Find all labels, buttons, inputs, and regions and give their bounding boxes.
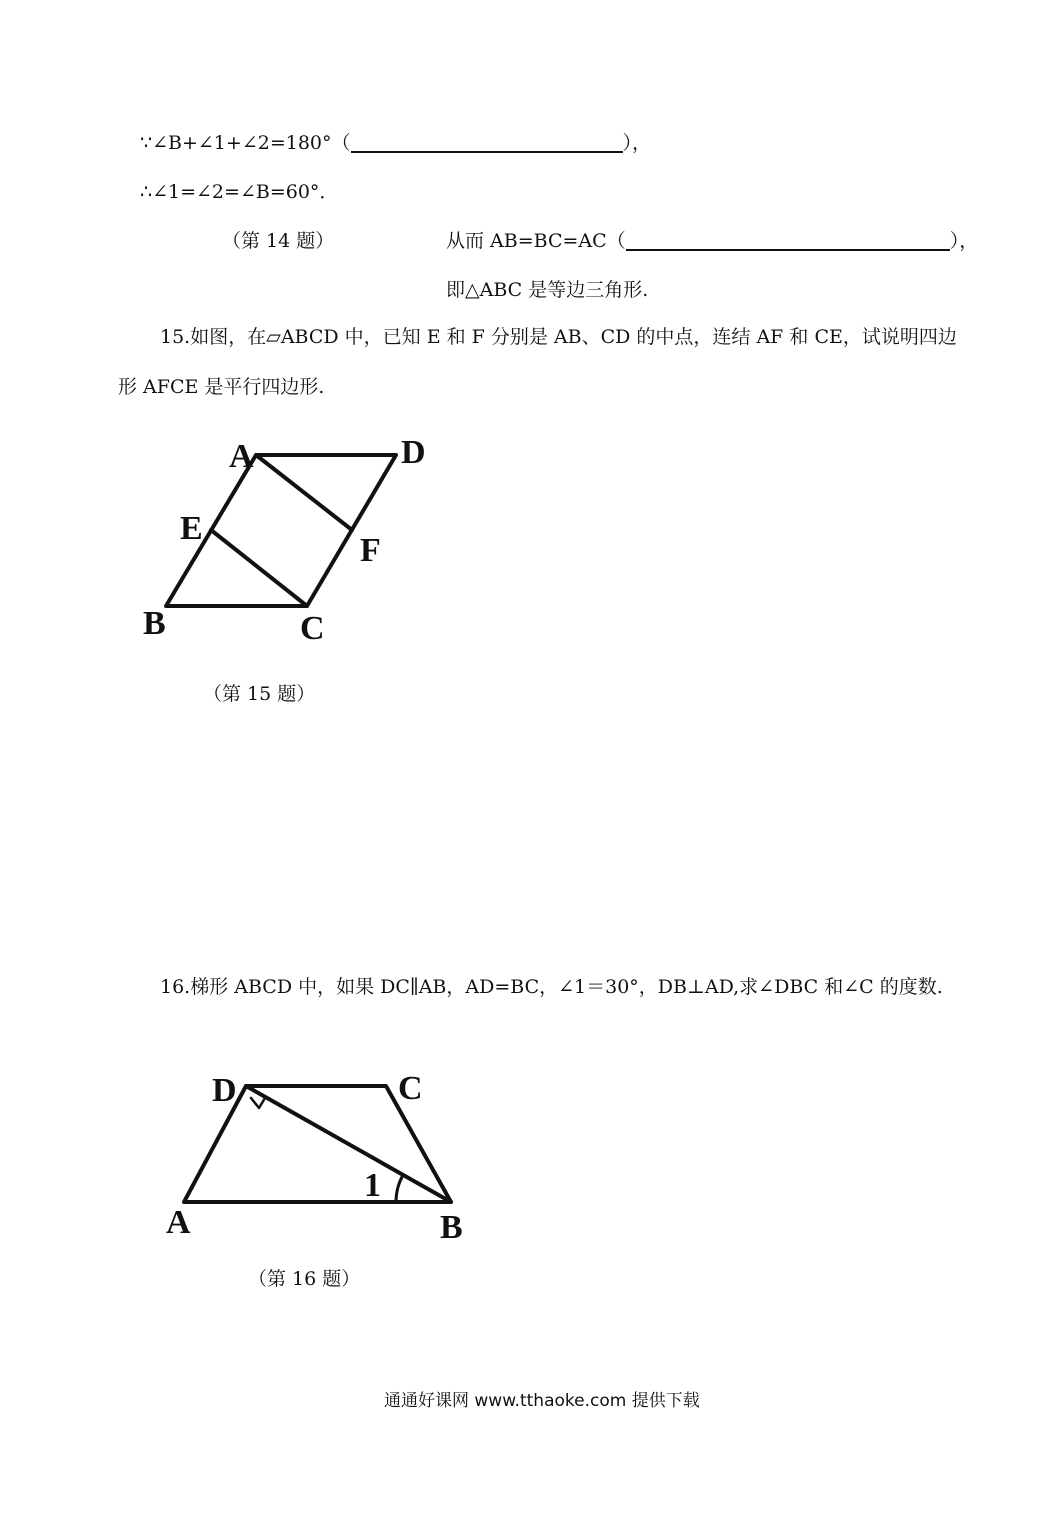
q15-caption: （第 15 题） [203,683,316,705]
q16-label-A: A [166,1204,191,1241]
q16-text: 16.梯形 ABCD 中，如果 DC∥AB，AD=BC，∠1＝30°，DB⊥AD,求∠DBC 和∠C 的度数. [160,976,943,998]
q16-label-B: B [440,1209,463,1246]
q16-right-angle-mark [251,1098,265,1108]
q14-line3-text: 从而 AB=BC=AC（ [446,230,626,252]
q14-line4: 即△ABC 是等边三角形. [446,279,649,301]
footer-text: 通通好课网 www.tthaoke.com 提供下载 [384,1391,700,1411]
q16-angle-arc [396,1175,403,1202]
q16-label-C: C [398,1070,423,1107]
q15-label-B: B [143,605,166,642]
q14-line3-close: ）， [949,230,979,252]
q14-line1-text: ∵∠B+∠1+∠2=180°（ [140,132,351,154]
q15-label-E: E [180,510,203,547]
q15-label-C: C [300,610,325,647]
q15-label-A: A [229,438,254,475]
q15-text-line1: 15.如图，在▱ABCD 中，已知 E 和 F 分别是 AB、CD 的中点，连结 AF 和 CE，试说明四边 [160,326,957,348]
q14-line2: ∴∠1=∠2=∠B=60°． [140,181,339,203]
q15-label-F: F [360,532,381,569]
q15-segment-EC [211,530,307,606]
q16-label-angle1: 1 [364,1167,381,1204]
q15-text-line2: 形 AFCE 是平行四边形. [118,376,325,398]
q15-segment-AF [256,455,352,530]
q16-caption: （第 16 题） [248,1268,361,1290]
q15-label-D: D [401,434,426,471]
q16-label-D: D [212,1072,237,1109]
q14-caption: （第 14 题） [222,230,335,252]
q14-line1-close: ）， [622,132,652,154]
